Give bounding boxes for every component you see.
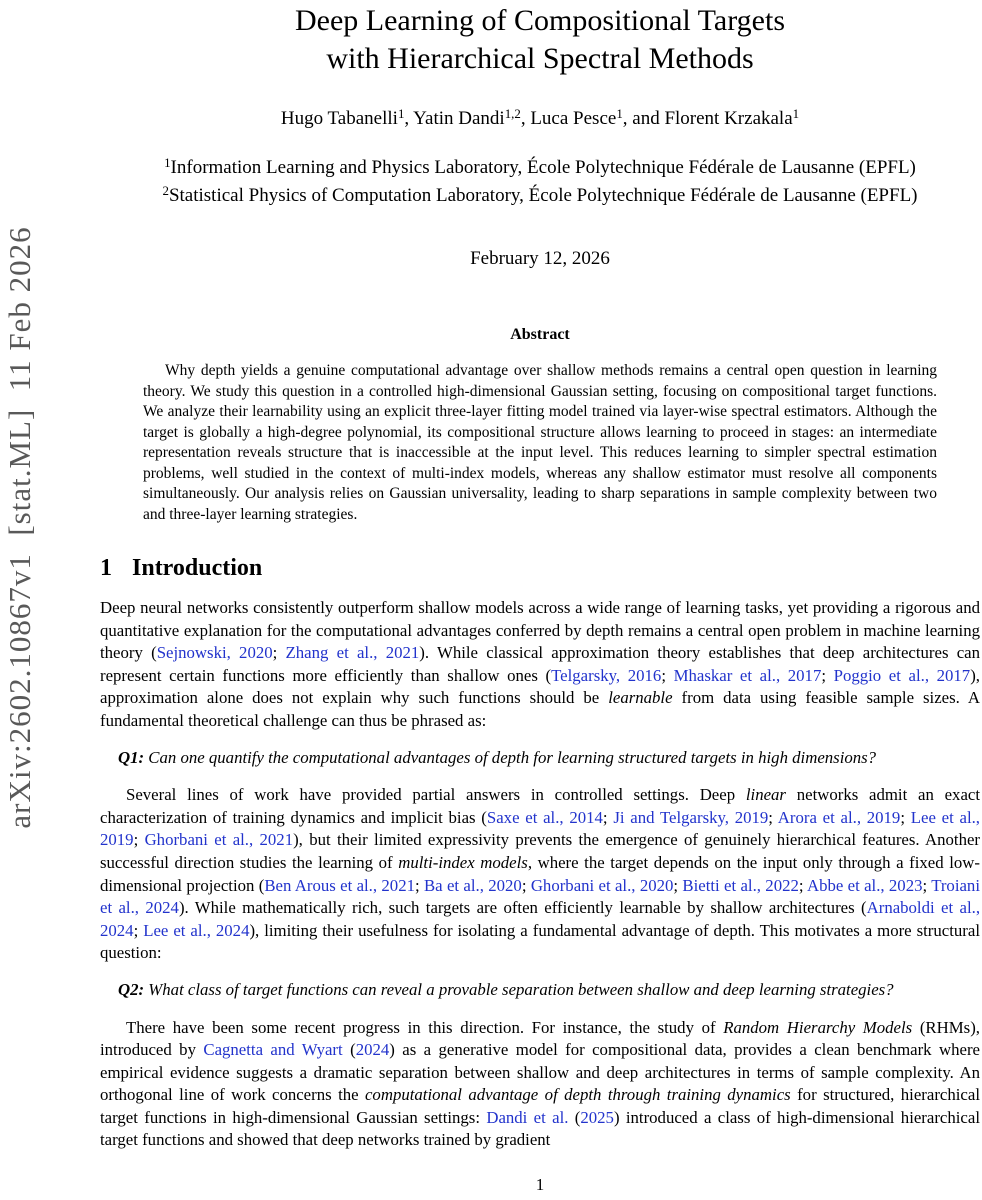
text-segment: ), but their limited expressivity prevents the emergence of genuinely hierarchical features. Another successful direction studies the learning of [100, 830, 980, 872]
citation-link[interactable]: Arnaboldi et al., 2024 [100, 898, 981, 940]
text-segment: , where the target depends on the input only through a fixed low-dimensional projection ( [100, 852, 980, 895]
text-segment: ; [900, 807, 911, 827]
text-segment: , Luca Pesce [520, 108, 617, 129]
text-segment: for structured, hierarchical target functions in high-dimensional Gaussian settings: [100, 1085, 980, 1127]
citation-link[interactable]: Saxe et al., 2014 [486, 807, 603, 827]
text-segment: Can one quantify the computational advantages of depth for learning structured targets in high dimensions? [144, 747, 877, 767]
text-segment: ; [133, 920, 144, 940]
section-title: Introduction [132, 555, 263, 581]
text-segment: Random Hierarchy Models [723, 1017, 913, 1037]
paper-date: February 12, 2026 [470, 248, 610, 269]
superscript-marker: 1,2 [504, 105, 521, 121]
paper-title [100, 2, 980, 78]
text-segment: ( [568, 1107, 581, 1127]
citation-link[interactable]: 2024 [355, 1040, 390, 1060]
superscript-marker: 2 [162, 182, 169, 198]
text-segment: ), approximation alone does not explain why such functions should be [100, 665, 980, 708]
text-segment: ; [768, 807, 778, 827]
text-segment: , Yatin Dandi [404, 108, 505, 129]
section-number: 1 [100, 555, 112, 581]
citation-link[interactable]: Poggio et al., 2017 [833, 665, 971, 685]
text-segment: Deep neural networks consistently outperform shallow models across a wide range of learning tasks, yet providing a rigorous and quantitative explanation for the computational advantages conferred by depth remains a central open problem in machine learning theory ( [100, 598, 980, 663]
citation-link[interactable]: Abbe et al., 2023 [806, 875, 923, 895]
text-segment: Several lines of work have provided partial answers in controlled settings. Deep [126, 785, 746, 805]
arxiv-identifier: arXiv:2602.10867v1 [stat.ML] 11 Feb 2026 [2, 226, 37, 829]
affiliation-2 [100, 182, 980, 210]
text-segment: Information Learning and Physics Laboratory, École Polytechnique Fédérale de Lausanne (EPFL) [170, 157, 916, 178]
citation-link[interactable]: Zhang et al., 2021 [285, 643, 420, 663]
citation-link[interactable]: 2025 [580, 1107, 614, 1127]
superscript-marker: 1 [616, 105, 623, 121]
text-segment: ; [133, 830, 145, 850]
page-number: 1 [535, 1175, 545, 1194]
text-segment: from data using feasible sample sizes. A fundamental theoretical challenge can thus be phrased as: [100, 688, 980, 730]
text-segment: ( [342, 1040, 356, 1060]
text-segment: ; [521, 875, 531, 895]
text-segment: What class of target functions can reveal a provable separation between shallow and deep learning strategies? [144, 979, 894, 999]
citation-link[interactable]: Lee et al., 2019 [100, 807, 980, 850]
text-segment: learnable [608, 688, 673, 708]
text-segment: , and Florent Krzakala [622, 108, 793, 129]
text-segment: networks admit an exact characterization of training dynamics and implicit bias ( [100, 785, 980, 827]
text-segment: ). While classical approximation theory establishes that deep architectures can represent certain functions more efficiently than shallow ones ( [100, 643, 981, 685]
citation-link[interactable]: Telgarsky, 2016 [551, 665, 662, 685]
citation-link[interactable]: Mhaskar et al., 2017 [673, 665, 822, 685]
citation-link[interactable]: Ba et al., 2020 [423, 875, 522, 895]
arxiv-watermark [0, 226, 74, 863]
author-line [100, 105, 980, 130]
body-paragraph-2 [100, 784, 980, 965]
text-segment: (RHMs), introduced by [100, 1017, 980, 1060]
abstract-text: Why depth yields a genuine computational advantage over shallow methods remains a central open question in learning theory. We study this question in a controlled high-dimensional Gaussian setting, focusing on compositional target functions. We analyze their learnability using an explicit three-layer fitting model trained via layer-wise spectral estimators. Although the target is globally a high-degree polynomial, its compositional structure allows learning to proceed in stages: an intermediate representation reveals structure that is inaccessible at the input level. This reduces learning to simpler spectral estimation problems, well studied in the context of multi-index models, whereas any shallow estimator must resolve all components simultaneously. Our analysis relies on Gaussian universality, leading to sharp separations in sample complexity between two and three-layer learning strategies. [143, 362, 937, 523]
text-segment: Q1: [118, 747, 145, 767]
text-segment: ), limiting their usefulness for isolating a fundamental advantage of depth. This motivates a more structural question: [100, 920, 980, 963]
citation-link[interactable]: Sejnowski, 2020 [156, 643, 273, 663]
text-segment: ) as a generative model for compositional data, provides a clean benchmark where empirical evidence suggests a dramatic separation between shallow and deep architectures in terms of sample complexity. An orthogonal line of work concerns the [100, 1040, 980, 1105]
text-segment: ; [602, 807, 614, 827]
paper-title-line2: with Hierarchical Spectral Methods [326, 42, 754, 75]
citation-link[interactable]: Cagnetta and Wyart [203, 1040, 343, 1060]
section-heading-introduction [100, 555, 980, 582]
text-segment: Hugo Tabanelli [280, 108, 398, 129]
question-q2 [118, 979, 980, 1002]
text-segment: ; [922, 875, 932, 895]
affiliations-block [100, 154, 980, 210]
body-paragraph-1 [100, 597, 980, 733]
text-segment: ). While mathematically rich, such targets are often efficiently learnable by shallow architectures ( [178, 898, 867, 918]
citation-link[interactable]: Ben Arous et al., 2021 [264, 875, 415, 895]
body-paragraph-3 [100, 1017, 980, 1153]
citation-link[interactable]: Ji and Telgarsky, 2019 [613, 807, 769, 827]
text-segment: There have been some recent progress in this direction. For instance, the study of [126, 1017, 724, 1037]
paper-title-line1: Deep Learning of Compositional Targets [294, 4, 786, 37]
text-segment: ; [673, 875, 683, 895]
citation-link[interactable]: Dandi et al. [486, 1107, 569, 1127]
text-segment: computational advantage of depth through training dynamics [364, 1085, 791, 1105]
citation-link[interactable]: Bietti et al., 2022 [682, 875, 799, 895]
superscript-marker: 1 [792, 105, 800, 121]
citation-link[interactable]: Ghorbani et al., 2021 [144, 830, 294, 850]
superscript-marker: 1 [164, 154, 171, 170]
text-segment: Statistical Physics of Computation Laboratory, École Polytechnique Fédérale de Lausanne (EPFL) [168, 185, 918, 206]
text-segment: ; [661, 665, 674, 685]
abstract-heading: Abstract [510, 326, 570, 343]
text-segment: ) introduced a class of high-dimensional hierarchical target functions and showed that deep networks trained by gradient [100, 1107, 980, 1150]
citation-link[interactable]: Ghorbani et al., 2020 [530, 875, 674, 895]
text-segment: linear [745, 785, 786, 805]
text-segment: ; [414, 875, 424, 895]
paper-content [100, 0, 980, 1152]
citation-link[interactable]: Troiani et al., 2024 [100, 875, 980, 918]
text-segment: ; [798, 875, 807, 895]
text-segment: multi-index models [398, 852, 528, 872]
text-segment: ; [821, 665, 834, 685]
abstract-section [100, 326, 980, 525]
citation-link[interactable]: Arora et al., 2019 [777, 807, 901, 827]
question-q1 [118, 747, 980, 770]
superscript-marker: 1 [397, 105, 405, 121]
text-segment: ; [272, 643, 286, 663]
citation-link[interactable]: Lee et al., 2024 [143, 920, 250, 940]
text-segment: Q2: [118, 979, 145, 999]
affiliation-1 [100, 154, 980, 182]
